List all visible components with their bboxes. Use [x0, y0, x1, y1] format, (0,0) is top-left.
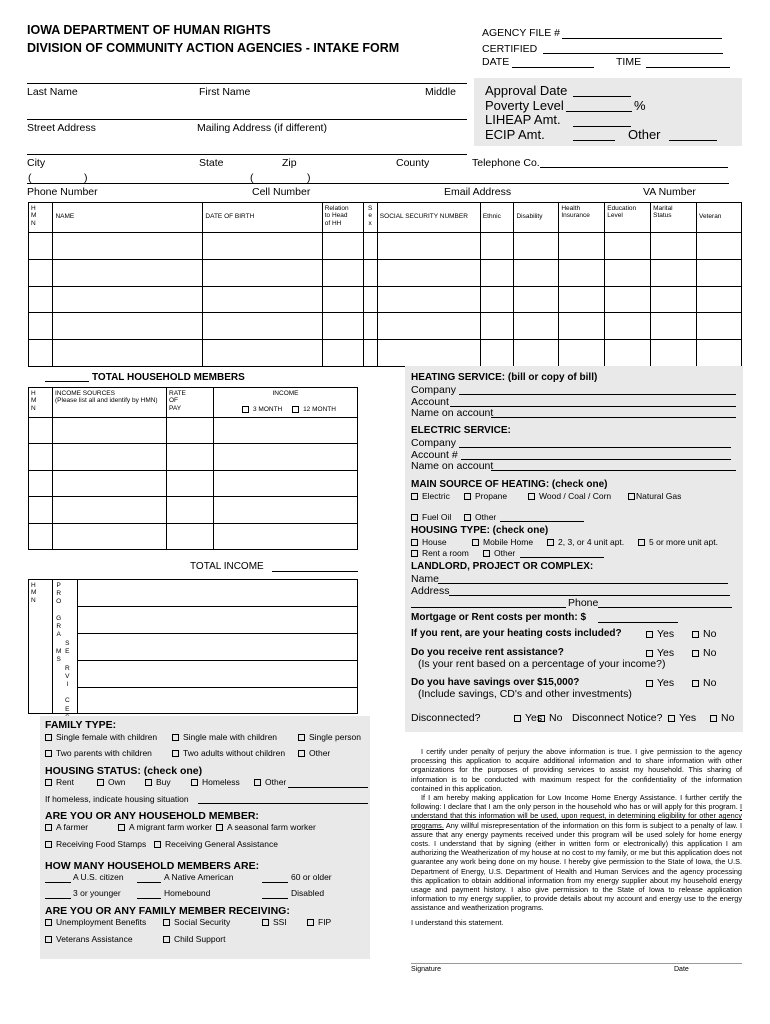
natural-gas-option[interactable]: Natural Gas — [628, 491, 681, 501]
savings-no[interactable]: No — [692, 677, 716, 689]
fip-option[interactable]: FIP — [307, 917, 331, 927]
propane-option[interactable]: Propane — [464, 491, 507, 501]
understand-statement: I understand this statement. — [411, 918, 504, 927]
form-title: DIVISION OF COMMUNITY ACTION AGENCIES - INTAKE FORM — [27, 41, 400, 55]
total-income-label: TOTAL INCOME — [190, 561, 264, 572]
five-more-unit-checkbox[interactable] — [638, 539, 645, 546]
income-col-sources: INCOME SOURCES (Please list all and identify by HMN) — [53, 388, 167, 418]
first-name-label: First Name — [199, 86, 251, 98]
housing-other-option[interactable]: Other — [254, 777, 286, 787]
landlord-heading: LANDLORD, PROJECT OR COMPLEX: — [411, 561, 594, 572]
electric-name-field[interactable] — [491, 470, 736, 471]
us-citizen-label: A U.S. citizen — [73, 872, 124, 882]
child-support-option[interactable]: Child Support — [163, 934, 226, 944]
child-support-checkbox[interactable] — [163, 936, 170, 943]
certification-paragraph-2b: Any willful misrepresentation of the information on this form is subject to a penalty of law. I assure that any energy payments received under this program will be used solely for home energy costs. I understand that by signing (either in written form or electronically) this application I am authorizing the Weatherization of my house at no cost to my family, or me but this application does not guarantee any work being done on my house. I hereby give permission to the State of Iowa, the U.S. Department of Energy, U.S. Department of Health and Human Services and the agency processing this application to obtain additional information from my energy supplier about my household energy usage and payment history. I also give permission to the State of Iowa to release application information to my energy supplier, to provide details about my account and energy use to the energy assistance and weatherization programs. — [411, 820, 742, 913]
approval-date-field[interactable] — [573, 96, 631, 97]
savings-no-checkbox[interactable] — [692, 680, 699, 687]
date-label: DATE — [482, 56, 510, 68]
wood-option[interactable]: Wood / Coal / Corn — [528, 491, 611, 501]
programs-vertical-label: P R O G R A M S — [56, 582, 62, 663]
natural-gas-checkbox[interactable] — [628, 493, 635, 500]
total-members-field[interactable] — [45, 381, 89, 382]
homebound-field[interactable] — [137, 898, 161, 899]
date-field[interactable] — [512, 67, 594, 68]
seasonal-checkbox[interactable] — [216, 824, 223, 831]
landlord-phone-field[interactable] — [598, 607, 732, 608]
mobile-home-option[interactable]: Mobile Home — [472, 537, 533, 547]
col-ethnic: Ethnic — [480, 203, 514, 233]
approval-other-field[interactable] — [669, 140, 717, 141]
twelve-month-label: 12 MONTH — [303, 406, 336, 414]
savings-question: Do you have savings over $15,000? — [411, 677, 580, 688]
social-security-checkbox[interactable] — [163, 919, 170, 926]
farmer-option[interactable]: A farmer — [45, 822, 88, 832]
disconnected-no-checkbox[interactable] — [538, 715, 545, 722]
table-row[interactable] — [78, 607, 358, 634]
ecip-field[interactable] — [573, 140, 615, 141]
certification-paragraph-1: I certify under penalty of perjury the above information is true. I give permission to the agency processing this application to acquire additional information and to share information with other organizations for the purposes of providing services to assist my household. This sharing of information is to be conducted with maximum respect for the confidentiality of the information contained in this application. — [411, 747, 742, 793]
state-label: State — [199, 157, 224, 169]
three-younger-field[interactable] — [45, 898, 71, 899]
single-person-checkbox[interactable] — [298, 734, 305, 741]
landlord-phone-label: Phone — [568, 597, 599, 609]
table-row[interactable] — [29, 286, 742, 313]
city-label: City — [27, 157, 46, 169]
rent-checkbox[interactable] — [45, 779, 52, 786]
programs-hmn: H M N — [31, 582, 37, 604]
savings-yes[interactable]: Yes — [646, 677, 674, 689]
electric-checkbox[interactable] — [411, 493, 418, 500]
signature-line[interactable] — [411, 963, 742, 964]
heating-other-field[interactable] — [500, 521, 584, 522]
certified-label: CERTIFIED — [482, 43, 538, 55]
signature-label: Signature — [411, 966, 441, 973]
certification-paragraph-2-underlined: I understand that this information will be used, upon request, in determining eligibility for other agency programs. — [411, 802, 742, 830]
cell-paren-open: ( — [250, 172, 254, 184]
programs-services-table — [28, 579, 358, 714]
two-adults-option[interactable]: Two adults without children — [172, 748, 285, 758]
savings-yes-checkbox[interactable] — [646, 680, 653, 687]
three-month-label: 3 MONTH — [253, 406, 283, 414]
housing-type-heading: HOUSING TYPE: (check one) — [411, 525, 549, 536]
two-four-unit-checkbox[interactable] — [547, 539, 554, 546]
col-education: Education Level — [605, 203, 651, 233]
zip-label: Zip — [282, 157, 297, 169]
electric-account-label: Account # — [411, 449, 458, 461]
col-sex: S e x — [363, 203, 377, 233]
disconnect-notice-label: Disconnect Notice? — [572, 712, 663, 724]
approval-date-label: Approval Date — [485, 83, 568, 98]
landlord-address-field[interactable] — [449, 595, 730, 596]
rent-assistance-question: Do you receive rent assistance? — [411, 647, 564, 658]
rent-assistance-yes[interactable]: Yes — [646, 647, 674, 659]
rent-assistance-subtext: (Is your rent based on a percentage of your income?) — [418, 658, 666, 670]
single-female-option[interactable]: Single female with children — [45, 732, 157, 742]
landlord-address-label: Address — [411, 585, 450, 597]
city-line[interactable] — [27, 154, 467, 155]
rent-room-option[interactable]: Rent a room — [411, 548, 469, 558]
col-marital: Marital Status — [651, 203, 697, 233]
two-adults-checkbox[interactable] — [172, 750, 179, 757]
ssi-option[interactable]: SSI — [262, 917, 287, 927]
house-checkbox[interactable] — [411, 539, 418, 546]
address-line[interactable] — [27, 119, 467, 120]
buy-checkbox[interactable] — [145, 779, 152, 786]
mortgage-label: Mortgage or Rent costs per month: $ — [411, 612, 587, 623]
phone-line[interactable] — [27, 183, 729, 184]
table-row[interactable] — [29, 313, 742, 340]
table-row[interactable] — [78, 661, 358, 688]
table-row[interactable] — [78, 688, 358, 714]
migrant-option[interactable]: A migrant farm worker — [118, 822, 212, 832]
disconnect-notice-no[interactable]: No — [710, 712, 734, 724]
agency-file-label: AGENCY FILE # — [482, 27, 561, 39]
farmer-checkbox[interactable] — [45, 824, 52, 831]
electric-company-field[interactable] — [459, 447, 731, 448]
income-table — [28, 387, 358, 550]
three-younger-label: 3 or younger — [73, 888, 121, 898]
general-assistance-checkbox[interactable] — [154, 841, 161, 848]
family-other-checkbox[interactable] — [298, 750, 305, 757]
county-label: County — [396, 157, 430, 169]
sixty-older-label: 60 or older — [291, 872, 332, 882]
table-row[interactable] — [29, 444, 358, 470]
liheap-label: LIHEAP Amt. — [485, 112, 561, 127]
electric-service-heading: ELECTRIC SERVICE: — [411, 425, 511, 436]
food-stamps-checkbox[interactable] — [45, 841, 52, 848]
how-many-heading: HOW MANY HOUSEHOLD MEMBERS ARE: — [45, 860, 260, 872]
table-row[interactable] — [29, 470, 358, 496]
heating-included-no-checkbox[interactable] — [692, 631, 699, 638]
heating-other-checkbox[interactable] — [464, 514, 471, 521]
table-row[interactable] — [29, 233, 742, 260]
phone-paren-open: ( — [28, 172, 32, 184]
fuel-oil-option[interactable]: Fuel Oil — [411, 512, 451, 522]
main-source-heading: MAIN SOURCE OF HEATING: (check one) — [411, 479, 608, 490]
landlord-address-field-2[interactable] — [411, 607, 566, 608]
two-four-unit-option[interactable]: 2, 3, or 4 unit apt. — [547, 537, 624, 547]
electric-company-label: Company — [411, 437, 456, 449]
native-american-label: A Native American — [164, 872, 234, 882]
poverty-level-label: Poverty Level — [485, 98, 564, 113]
heating-included-yes[interactable]: Yes — [646, 628, 674, 640]
services-vertical-label: S E R V I C E — [65, 640, 70, 713]
income-col-rate: RATE OF PAY — [167, 388, 214, 418]
house-option[interactable]: House — [411, 537, 447, 547]
disabled-label: Disabled — [291, 888, 325, 898]
ecip-label: ECIP Amt. — [485, 127, 545, 142]
are-you-member-heading: ARE YOU OR ANY HOUSEHOLD MEMBER: — [45, 810, 259, 822]
heating-service-heading: HEATING SERVICE: (bill or copy of bill) — [411, 372, 598, 383]
disconnected-label: Disconnected? — [411, 712, 481, 724]
rent-option[interactable]: Rent — [45, 777, 74, 787]
single-male-checkbox[interactable] — [172, 734, 179, 741]
last-name-label: Last Name — [27, 86, 78, 98]
landlord-name-label: Name — [411, 573, 440, 585]
heating-name-label: Name on account — [411, 407, 494, 419]
col-ssn: SOCIAL SECURITY NUMBER — [377, 203, 480, 233]
col-disability: Disability — [514, 203, 559, 233]
rent-assistance-no[interactable]: No — [692, 647, 716, 659]
heating-name-field[interactable] — [491, 417, 736, 418]
buy-option[interactable]: Buy — [145, 777, 171, 787]
va-number-label: VA Number — [643, 186, 696, 198]
street-address-label: Street Address — [27, 122, 96, 134]
general-assistance-option[interactable]: Receiving General Assistance — [154, 839, 278, 849]
total-household-members-label: TOTAL HOUSEHOLD MEMBERS — [92, 372, 245, 383]
col-hmn: H M N — [29, 203, 53, 233]
disconnected-yes[interactable]: Yes — [514, 712, 542, 724]
col-health-insurance: Health Insurance — [559, 203, 605, 233]
native-american-field[interactable] — [137, 882, 161, 883]
fuel-oil-checkbox[interactable] — [411, 514, 418, 521]
certification-paragraph-2a: If I am hereby making application for Low Income Home Energy Assistance. I further certify the following: I declare that I am the only person in the household who has or will apply for this program. — [411, 793, 742, 812]
heating-other-option[interactable]: Other — [464, 512, 496, 522]
heating-account-label: Account — [411, 396, 449, 408]
col-name: NAME — [53, 203, 203, 233]
veterans-checkbox[interactable] — [45, 936, 52, 943]
savings-subtext: (Include savings, CD's and other investments) — [418, 688, 632, 700]
electric-account-field[interactable] — [461, 459, 731, 460]
twelve-month-checkbox[interactable] — [292, 406, 299, 413]
table-row[interactable] — [29, 340, 742, 367]
homeless-situation-field[interactable] — [198, 803, 368, 804]
cell-number-label: Cell Number — [252, 186, 311, 198]
homeless-situation-label: If homeless, indicate housing situation — [45, 794, 189, 804]
rent-assistance-yes-checkbox[interactable] — [646, 650, 653, 657]
disconnect-notice-yes[interactable]: Yes — [668, 712, 696, 724]
homeless-checkbox[interactable] — [191, 779, 198, 786]
social-security-option[interactable]: Social Security — [163, 917, 230, 927]
homeless-option[interactable]: Homeless — [191, 777, 240, 787]
disabled-field[interactable] — [262, 898, 288, 899]
veterans-option[interactable]: Veterans Assistance — [45, 934, 133, 944]
mailing-address-label: Mailing Address (if different) — [197, 122, 327, 134]
fip-checkbox[interactable] — [307, 919, 314, 926]
approval-other-label: Other — [628, 127, 661, 142]
name-line[interactable] — [27, 83, 467, 84]
family-other-option[interactable]: Other — [298, 748, 330, 758]
household-members-table — [28, 202, 742, 367]
table-row[interactable] — [29, 497, 358, 523]
mobile-home-checkbox[interactable] — [472, 539, 479, 546]
single-person-option[interactable]: Single person — [298, 732, 361, 742]
disconnect-notice-yes-checkbox[interactable] — [668, 715, 675, 722]
migrant-checkbox[interactable] — [118, 824, 125, 831]
table-row[interactable] — [29, 523, 358, 549]
single-male-option[interactable]: Single male with children — [172, 732, 277, 742]
propane-checkbox[interactable] — [464, 493, 471, 500]
single-female-checkbox[interactable] — [45, 734, 52, 741]
housing-status-heading: HOUSING STATUS: (check one) — [45, 765, 203, 777]
food-stamps-option[interactable]: Receiving Food Stamps — [45, 839, 146, 849]
time-field[interactable] — [646, 67, 730, 68]
mortgage-field[interactable] — [598, 622, 678, 623]
unemployment-option[interactable]: Unemployment Benefits — [45, 917, 146, 927]
phone-number-label: Phone Number — [27, 186, 98, 198]
wood-checkbox[interactable] — [528, 493, 535, 500]
us-citizen-field[interactable] — [45, 882, 71, 883]
family-type-heading: FAMILY TYPE: — [45, 719, 117, 731]
housing-type-other-checkbox[interactable] — [483, 550, 490, 557]
percent-label: % — [634, 98, 646, 113]
phone-paren-close: ) — [84, 172, 88, 184]
housing-type-other-field[interactable] — [520, 557, 604, 558]
email-address-label: Email Address — [444, 186, 512, 198]
housing-type-other-option[interactable]: Other — [483, 548, 515, 558]
two-parents-checkbox[interactable] — [45, 750, 52, 757]
three-month-checkbox[interactable] — [242, 406, 249, 413]
telephone-co-field[interactable] — [540, 167, 728, 168]
poverty-level-field[interactable] — [566, 111, 632, 112]
income-col-income — [214, 388, 358, 418]
table-row[interactable] — [29, 418, 358, 444]
own-checkbox[interactable] — [97, 779, 104, 786]
rent-room-checkbox[interactable] — [411, 550, 418, 557]
income-col-hmn: H M N — [29, 388, 53, 418]
total-income-field[interactable] — [272, 571, 358, 572]
heating-company-label: Company — [411, 384, 456, 396]
disconnected-yes-checkbox[interactable] — [514, 715, 521, 722]
rent-assistance-no-checkbox[interactable] — [692, 650, 699, 657]
col-relation: Relation to Head of HH — [322, 203, 363, 233]
five-more-unit-option[interactable]: 5 or more unit apt. — [638, 537, 718, 547]
ssi-checkbox[interactable] — [262, 919, 269, 926]
time-label: TIME — [616, 56, 642, 68]
income-header: INCOME — [272, 390, 299, 397]
agency-file-field[interactable] — [562, 38, 722, 39]
telephone-co-label: Telephone Co. — [472, 157, 540, 169]
housing-other-field[interactable] — [288, 787, 368, 788]
receiving-heading: ARE YOU OR ANY FAMILY MEMBER RECEIVING: — [45, 905, 290, 917]
sixty-older-field[interactable] — [262, 882, 288, 883]
heating-included-yes-checkbox[interactable] — [646, 631, 653, 638]
heating-included-no[interactable]: No — [692, 628, 716, 640]
certified-field[interactable] — [543, 53, 723, 54]
own-option[interactable]: Own — [97, 777, 125, 787]
col-veteran: Veteran — [697, 203, 742, 233]
table-row[interactable] — [29, 259, 742, 286]
landlord-name-field[interactable] — [438, 583, 728, 584]
electric-name-label: Name on account — [411, 460, 494, 472]
housing-other-checkbox[interactable] — [254, 779, 261, 786]
col-dob: DATE OF BIRTH — [203, 203, 322, 233]
seasonal-option[interactable]: A seasonal farm worker — [216, 822, 316, 832]
middle-label: Middle — [425, 86, 456, 98]
homebound-label: Homebound — [164, 888, 211, 898]
liheap-field[interactable] — [573, 126, 631, 127]
disconnected-no[interactable]: No — [538, 712, 562, 724]
cell-paren-close: ) — [307, 172, 311, 184]
unemployment-checkbox[interactable] — [45, 919, 52, 926]
heating-included-question: If you rent, are your heating costs included? — [411, 628, 622, 639]
certification-paragraph-2 — [411, 793, 742, 913]
form-agency-title: IOWA DEPARTMENT OF HUMAN RIGHTS — [27, 23, 271, 37]
heating-company-field[interactable] — [459, 394, 736, 395]
table-row[interactable] — [78, 580, 358, 607]
signature-date-label: Date — [674, 966, 689, 973]
disconnect-notice-no-checkbox[interactable] — [710, 715, 717, 722]
table-row[interactable] — [78, 634, 358, 661]
two-parents-option[interactable]: Two parents with children — [45, 748, 152, 758]
electric-option[interactable]: Electric — [411, 491, 450, 501]
